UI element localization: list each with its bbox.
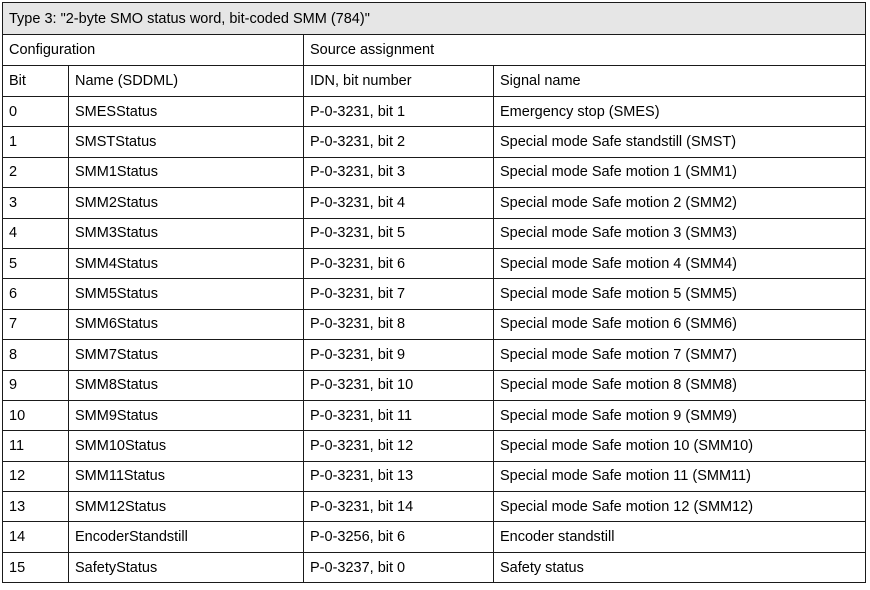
table-title: Type 3: "2-byte SMO status word, bit-coded SMM (784)"	[3, 3, 866, 35]
cell-signal: Special mode Safe motion 8 (SMM8)	[494, 370, 866, 400]
cell-idn: P-0-3231, bit 5	[304, 218, 494, 248]
cell-name: SMESStatus	[69, 97, 304, 127]
table-row	[3, 431, 866, 461]
cell-signal: Special mode Safe motion 3 (SMM3)	[494, 218, 866, 248]
cell-idn: P-0-3231, bit 10	[304, 370, 494, 400]
smo-status-word-table	[2, 2, 866, 583]
table-row	[3, 188, 866, 218]
table-row	[3, 248, 866, 278]
table-title-row	[3, 3, 866, 35]
cell-bit: 9	[3, 370, 69, 400]
header-idn: IDN, bit number	[304, 66, 494, 97]
cell-name: SMM10Status	[69, 431, 304, 461]
table-row	[3, 309, 866, 339]
group-header-row	[3, 35, 866, 66]
cell-bit: 7	[3, 309, 69, 339]
cell-bit: 12	[3, 461, 69, 491]
group-source-assignment: Source assignment	[304, 35, 866, 66]
cell-name: SMM6Status	[69, 309, 304, 339]
group-configuration: Configuration	[3, 35, 304, 66]
header-signal: Signal name	[494, 66, 866, 97]
cell-signal: Special mode Safe motion 7 (SMM7)	[494, 340, 866, 370]
cell-name: SMM5Status	[69, 279, 304, 309]
cell-idn: P-0-3231, bit 6	[304, 248, 494, 278]
cell-signal: Special mode Safe motion 4 (SMM4)	[494, 248, 866, 278]
cell-idn: P-0-3231, bit 2	[304, 127, 494, 157]
table-row	[3, 461, 866, 491]
cell-idn: P-0-3231, bit 9	[304, 340, 494, 370]
cell-idn: P-0-3231, bit 7	[304, 279, 494, 309]
table-row	[3, 218, 866, 248]
cell-bit: 5	[3, 248, 69, 278]
column-header-row	[3, 66, 866, 97]
cell-name: SMM2Status	[69, 188, 304, 218]
cell-name: EncoderStandstill	[69, 522, 304, 552]
cell-signal: Special mode Safe motion 9 (SMM9)	[494, 400, 866, 430]
cell-signal: Special mode Safe motion 6 (SMM6)	[494, 309, 866, 339]
cell-bit: 4	[3, 218, 69, 248]
cell-bit: 13	[3, 492, 69, 522]
cell-bit: 3	[3, 188, 69, 218]
cell-signal: Special mode Safe motion 11 (SMM11)	[494, 461, 866, 491]
cell-bit: 6	[3, 279, 69, 309]
table-row	[3, 127, 866, 157]
cell-signal: Special mode Safe motion 2 (SMM2)	[494, 188, 866, 218]
table-row	[3, 400, 866, 430]
cell-name: SMSTStatus	[69, 127, 304, 157]
table-row	[3, 340, 866, 370]
cell-idn: P-0-3231, bit 4	[304, 188, 494, 218]
cell-idn: P-0-3231, bit 14	[304, 492, 494, 522]
cell-signal: Encoder standstill	[494, 522, 866, 552]
table-row	[3, 552, 866, 582]
cell-idn: P-0-3231, bit 11	[304, 400, 494, 430]
cell-name: SMM4Status	[69, 248, 304, 278]
cell-idn: P-0-3256, bit 6	[304, 522, 494, 552]
cell-name: SMM11Status	[69, 461, 304, 491]
cell-signal: Emergency stop (SMES)	[494, 97, 866, 127]
cell-name: SMM3Status	[69, 218, 304, 248]
cell-bit: 11	[3, 431, 69, 461]
cell-idn: P-0-3231, bit 8	[304, 309, 494, 339]
cell-idn: P-0-3231, bit 3	[304, 157, 494, 187]
cell-signal: Special mode Safe standstill (SMST)	[494, 127, 866, 157]
cell-idn: P-0-3231, bit 12	[304, 431, 494, 461]
cell-bit: 0	[3, 97, 69, 127]
cell-idn: P-0-3231, bit 1	[304, 97, 494, 127]
cell-idn: P-0-3237, bit 0	[304, 552, 494, 582]
cell-bit: 14	[3, 522, 69, 552]
table-row	[3, 370, 866, 400]
table-row	[3, 97, 866, 127]
cell-name: SafetyStatus	[69, 552, 304, 582]
cell-signal: Special mode Safe motion 10 (SMM10)	[494, 431, 866, 461]
header-bit: Bit	[3, 66, 69, 97]
table-row	[3, 279, 866, 309]
cell-signal: Special mode Safe motion 1 (SMM1)	[494, 157, 866, 187]
cell-name: SMM7Status	[69, 340, 304, 370]
table-row	[3, 492, 866, 522]
cell-signal: Special mode Safe motion 5 (SMM5)	[494, 279, 866, 309]
cell-name: SMM12Status	[69, 492, 304, 522]
cell-signal: Safety status	[494, 552, 866, 582]
cell-bit: 15	[3, 552, 69, 582]
cell-idn: P-0-3231, bit 13	[304, 461, 494, 491]
table-row	[3, 157, 866, 187]
cell-name: SMM8Status	[69, 370, 304, 400]
cell-bit: 1	[3, 127, 69, 157]
table-row	[3, 522, 866, 552]
cell-bit: 10	[3, 400, 69, 430]
cell-name: SMM1Status	[69, 157, 304, 187]
cell-signal: Special mode Safe motion 12 (SMM12)	[494, 492, 866, 522]
cell-name: SMM9Status	[69, 400, 304, 430]
header-name: Name (SDDML)	[69, 66, 304, 97]
cell-bit: 2	[3, 157, 69, 187]
cell-bit: 8	[3, 340, 69, 370]
